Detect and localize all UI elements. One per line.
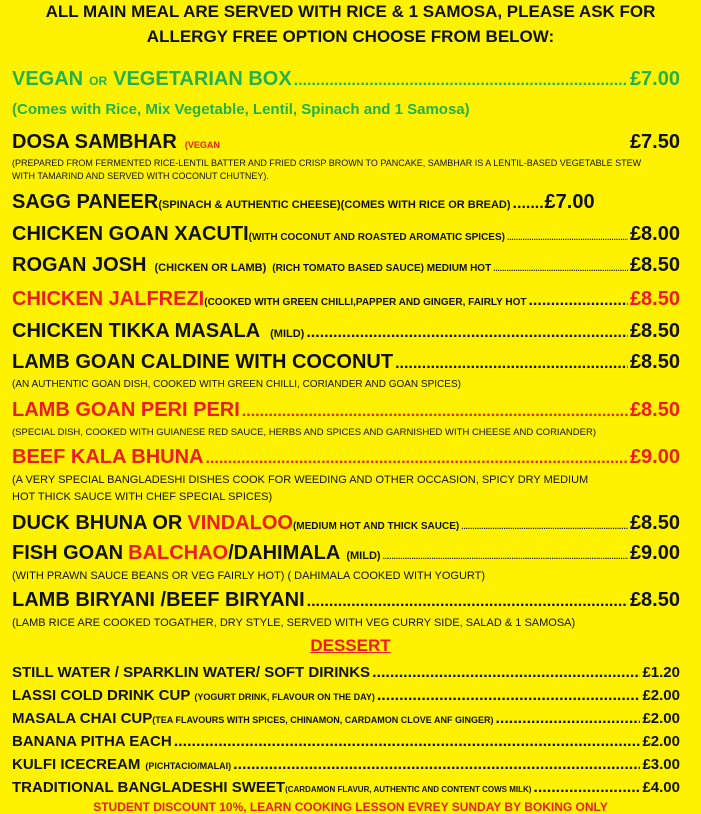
item-note: (WITH COCONUT AND ROASTED AROMATIC SPICES): [248, 232, 505, 243]
dessert-item: [12, 687, 680, 705]
dessert-title: DESSERT: [310, 636, 391, 655]
dot-leader: [533, 779, 640, 797]
item-note: (COOKED WITH GREEN CHILLI,PAPPER AND GINGER, FAIRLY HOT: [204, 297, 527, 308]
menu-item-fish: [12, 542, 680, 565]
item-name-vegan: VEGAN: [12, 68, 84, 90]
item-note: (SPINACH & AUTHENTIC CHEESE)(COMES WITH RICE OR BREAD): [158, 199, 511, 211]
dot-leader: [205, 450, 627, 468]
item-name: TRADITIONAL BANGLADESHI SWEET: [12, 779, 286, 796]
item-price: £8.50: [629, 512, 680, 534]
item-price: £7.00: [544, 191, 595, 213]
item-description: (AN AUTHENTIC GOAN DISH, COOKED WITH GREEN CHILLI, CORIANDER AND GOAN SPICES): [12, 379, 461, 390]
item-note-meat: (CHICKEN OR LAMB): [154, 262, 267, 274]
item-price: £7.00: [629, 68, 680, 90]
dot-leader: [383, 552, 628, 561]
item-description-line-1: (PREPARED FROM FERMENTED RICE-LENTIL BATTER AND FRIED CRISP BROWN TO PANCAKE, SAMBHAR IS A LENTIL-BASED VEGETABLE STEW: [12, 158, 642, 168]
item-name: FISH GOAN: [12, 542, 124, 564]
dot-leader: [372, 664, 640, 682]
item-price: £1.20: [642, 664, 680, 681]
item-name-dahimala: /DAHIMALA: [228, 542, 341, 564]
item-note: (YOGURT DRINK, FLAVOUR ON THE DAY): [194, 692, 375, 702]
menu-item-peri-peri: [12, 399, 680, 422]
item-description-line-2: WITH TAMARIND AND SERVED WITH COCONUT CHUTNEY).: [12, 171, 269, 181]
dessert-item: [12, 733, 680, 751]
item-name: DUCK BHUNA OR: [12, 512, 183, 534]
menu-item-duck: [12, 512, 680, 535]
item-note: (CARDAMON FLAVUR, AUTHENTIC AND CONTENT COWS MILK): [285, 785, 532, 794]
menu-item-rogan-josh: [12, 254, 680, 277]
header-line-2: ALLERGY FREE OPTION CHOOSE FROM BELOW:: [146, 27, 555, 46]
item-note: (MILD): [346, 550, 381, 562]
item-name: LAMB GOAN CALDINE WITH COCONUT: [12, 351, 394, 373]
item-name: LAMB BIRYANI /BEEF BIRYANI: [12, 589, 305, 611]
item-price: £7.50: [629, 131, 680, 153]
dot-leader: [377, 687, 641, 705]
dot-leader: [294, 72, 628, 90]
item-description: (SPECIAL DISH, COOKED WITH GUIANESE RED SAUCE, HERBS AND SPICES AND GARNISHED WITH CHEESE AND CORIANDER): [12, 427, 596, 438]
item-name-vindaloo: VINDALOO: [187, 512, 293, 534]
dessert-item: [12, 710, 680, 728]
item-name: ROGAN JOSH: [12, 254, 147, 276]
dot-leader: [174, 733, 641, 751]
menu-item-xacuti: [12, 223, 680, 246]
menu-item-tikka-masala: [12, 320, 680, 343]
menu-item-kala-bhuna: [12, 446, 680, 469]
item-price: £8.50: [629, 589, 680, 611]
item-name: SAGG PANEER: [12, 191, 159, 213]
item-note: (TEA FLAVOURS WITH SPICES, CHINAMON, CARDAMON CLOVE ANF GINGER): [152, 715, 494, 725]
dot-leader: [307, 593, 628, 611]
item-name: STILL WATER / SPARKLIN WATER/ SOFT DIRINKS: [12, 664, 371, 681]
item-name: LAMB GOAN PERI PERI: [12, 399, 240, 421]
dot-leader: [507, 233, 628, 242]
item-price: £2.00: [642, 710, 680, 727]
item-name: MASALA CHAI CUP: [12, 710, 153, 727]
item-note: (MILD): [270, 328, 305, 340]
item-name: LASSI COLD DRINK CUP: [12, 687, 191, 704]
dot-leader: [233, 756, 640, 774]
dot-leader: [242, 403, 628, 421]
footer-note: STUDENT DISCOUNT 10%, LEARN COOKING LESSON EVREY SUNDAY BY BOKING ONLY: [93, 800, 608, 814]
item-price: £4.00: [642, 779, 680, 796]
item-description-line-1: (A VERY SPECIAL BANGLADESHI DISHES COOK FOR WEEDING AND OTHER OCCASION, SPICY DRY MEDIUM: [12, 474, 589, 486]
item-name: CHICKEN TIKKA MASALA: [12, 320, 261, 342]
item-name: DOSA SAMBHAR: [12, 131, 177, 153]
item-tag: (VEGAN: [184, 140, 220, 150]
item-description-line-2: HOT THICK SAUCE WITH CHEF SPECIAL SPICES): [12, 491, 273, 503]
item-name: KULFI ICECREAM: [12, 756, 141, 773]
item-price: £9.00: [629, 446, 680, 468]
dot-leader: [513, 195, 543, 213]
item-name: BANANA PITHA EACH: [12, 733, 172, 750]
dot-leader: [461, 522, 628, 531]
menu-item-caldine: [12, 351, 680, 374]
dot-leader: [528, 292, 627, 310]
menu-item-sagg-paneer: [12, 191, 680, 214]
item-price: £2.00: [642, 733, 680, 750]
menu-item-dosa: [12, 131, 680, 154]
item-name-or: OR: [89, 74, 108, 88]
dot-leader: [495, 710, 640, 728]
item-price: £8.50: [629, 254, 680, 276]
item-price: £8.50: [629, 351, 680, 373]
item-price: £3.00: [642, 756, 680, 773]
item-price: £8.50: [629, 399, 680, 421]
item-note: (RICH TOMATO BASED SAUCE) MEDIUM HOT: [272, 263, 492, 274]
item-name: CHICKEN JALFREZI: [12, 288, 205, 310]
vegan-box-subtitle: (Comes with Rice, Mix Vegetable, Lentil, Spinach and 1 Samosa): [12, 101, 470, 118]
item-description: (LAMB RICE ARE COOKED TOGATHER, DRY STYLE, SERVED WITH VEG CURRY SIDE, SALAD & 1 SAMOSA): [12, 617, 576, 629]
item-price: £9.00: [629, 542, 680, 564]
dot-leader: [395, 355, 628, 373]
dot-leader: [306, 324, 628, 342]
item-price: £8.00: [629, 223, 680, 245]
item-price: £8.50: [629, 320, 680, 342]
menu-item-jalfrezi: [12, 288, 680, 311]
menu-item-vegan-box: [12, 68, 680, 91]
dessert-item: [12, 756, 680, 774]
dessert-item: [12, 779, 680, 797]
item-name: CHICKEN GOAN XACUTI: [12, 223, 249, 245]
item-note: (PICHTACIO/MALAI): [145, 761, 232, 771]
item-name: BEEF KALA BHUNA: [12, 446, 204, 468]
dot-leader: [493, 264, 628, 273]
item-name-vegetarian-box: VEGETARIAN BOX: [113, 68, 292, 90]
header-line-1: ALL MAIN MEAL ARE SERVED WITH RICE & 1 SAMOSA, PLEASE ASK FOR: [45, 2, 656, 21]
item-note: (MEDIUM HOT AND THICK SAUCE): [292, 521, 460, 532]
item-price: £8.50: [629, 288, 680, 310]
item-description: (WITH PRAWN SAUCE BEANS OR VEG FAIRLY HOT) ( DAHIMALA COOKED WITH YOGURT): [12, 570, 486, 582]
dessert-item: [12, 664, 680, 682]
item-price: £2.00: [642, 687, 680, 704]
item-name-balchao: BALCHAO: [128, 542, 229, 564]
menu-item-biryani: [12, 589, 680, 612]
